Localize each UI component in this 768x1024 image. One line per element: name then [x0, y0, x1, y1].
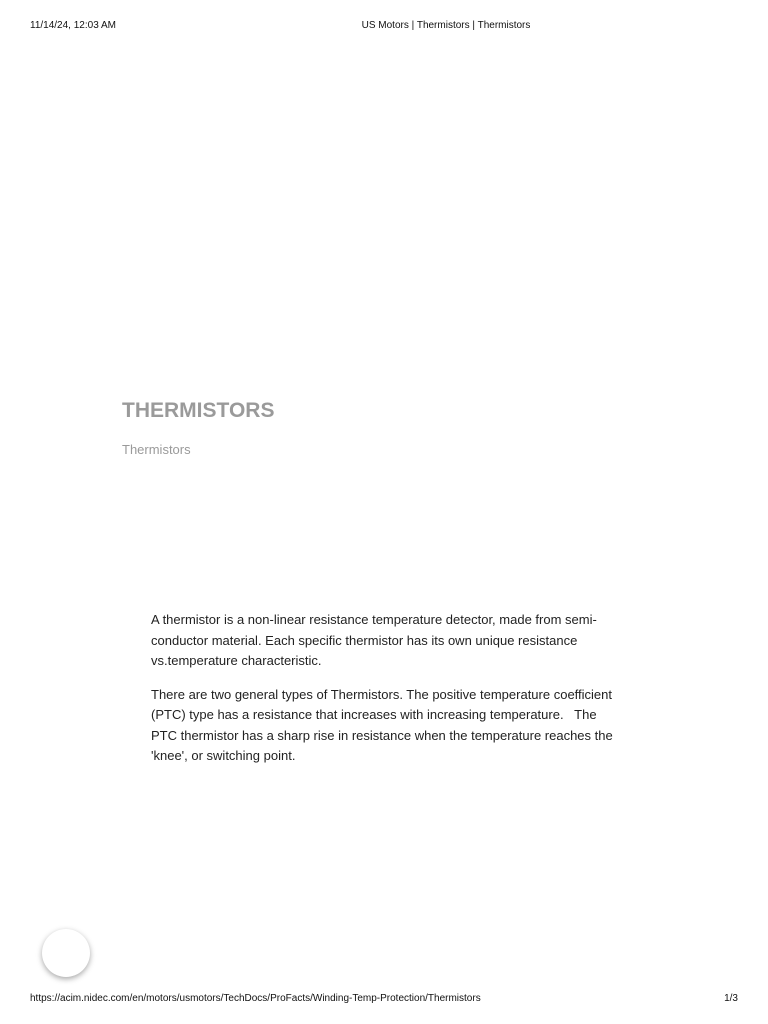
article-paragraph: A thermistor is a non-linear resistance temperature detector, made from semi-conductor material. Each specific thermistor has its own unique resistance vs.temperature characteristic. [151, 612, 597, 668]
print-datetime: 11/14/24, 12:03 AM [30, 20, 116, 31]
print-page-number: 1/3 [724, 993, 738, 1004]
page-subtitle: Thermistors [122, 442, 191, 457]
article-body [151, 610, 621, 780]
article-paragraph: There are two general types of Thermistors. The positive temperature coefficient (PTC) type has a resistance that increases with increasing temperature. The PTC thermistor has a sharp rise in resistance when the temperature reaches the 'knee', or switching point. [151, 686, 617, 763]
floating-action-button[interactable] [42, 929, 90, 977]
print-document-title: US Motors | Thermistors | Thermistors [361, 20, 531, 31]
print-page-url: https://acim.nidec.com/en/motors/usmotors/TechDocs/ProFacts/Winding-Temp-Protection/Thermistors [30, 993, 481, 1004]
page-title: THERMISTORS [122, 399, 275, 422]
